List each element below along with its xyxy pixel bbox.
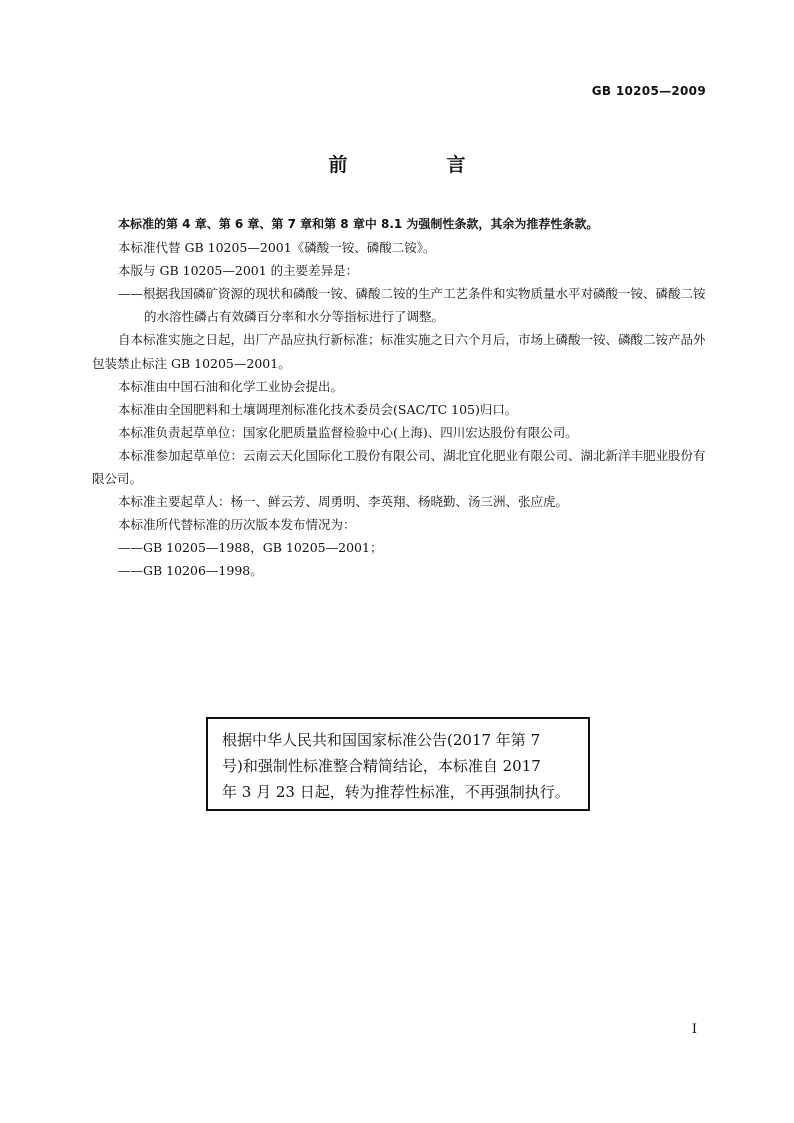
- page-title: 前 言: [328, 154, 506, 176]
- history-intro-paragraph: 本标准所代替标准的历次版本发布情况为：: [118, 517, 356, 533]
- foreword-body: [92, 213, 708, 583]
- list-dash: ——: [118, 286, 143, 302]
- differences-list-item: [92, 282, 708, 328]
- replaces-paragraph: 本标准代替 GB 10205—2001《磷酸一铵、磷酸二铵》。: [118, 240, 436, 256]
- history-list-item: [92, 559, 708, 582]
- standard-code: GB 10205—2009: [591, 84, 706, 98]
- notice-line: 年 3 月 23 日起，转为推荐性标准，不再强制执行。: [222, 783, 570, 801]
- proposer-paragraph: 本标准由中国石油和化学工业协会提出。: [118, 378, 344, 394]
- differences-list-text: 根据我国磷矿资源的现状和磷酸一铵、磷酸二铵的生产工艺条件和实物质量水平对磷酸一铵、磷酸二铵的水溶性磷占有效磷百分率和水分等指标进行了调整。: [143, 286, 706, 325]
- notice-line: 号)和强制性标准整合精简结论，本标准自 2017: [222, 757, 541, 775]
- history-list-text: GB 10206—1998。: [143, 563, 263, 579]
- list-dash: ——: [118, 540, 143, 556]
- participating-drafters-paragraph: 本标准参加起草单位：云南云天化国际化工股份有限公司、湖北宜化肥业有限公司、湖北新洋丰肥业股份有限公司。: [92, 447, 706, 487]
- notice-line: 根据中华人民共和国国家标准公告(2017 年第 7: [222, 731, 541, 749]
- notice-box: [206, 717, 590, 811]
- history-list-text: GB 10205—1988，GB 10205—2001；: [143, 540, 383, 556]
- implementation-paragraph: 自本标准实施之日起，出厂产品应执行新标准；标准实施之日六个月后，市场上磷酸一铵、磷酸二铵产品外包装禁止标注 GB 10205—2001。: [92, 332, 706, 371]
- mandatory-clauses-paragraph: 本标准的第 4 章、第 6 章、第 7 章和第 8 章中 8.1 为强制性条款，其余为推荐性条款。: [118, 217, 599, 231]
- main-drafters-paragraph: 本标准主要起草人：杨一、鲜云芳、周勇明、李英翔、杨晓勤、汤三洲、张应虎。: [118, 494, 569, 510]
- committee-paragraph: 本标准由全国肥料和土壤调理剂标准化技术委员会(SAC/TC 105)归口。: [118, 401, 518, 417]
- differences-intro-paragraph: 本版与 GB 10205—2001 的主要差异是：: [118, 263, 359, 279]
- page-number: I: [691, 1022, 697, 1037]
- list-dash: ——: [118, 563, 143, 579]
- history-list-item: [92, 536, 708, 559]
- lead-drafter-paragraph: 本标准负责起草单位：国家化肥质量监督检验中心(上海)、四川宏达股份有限公司。: [118, 424, 578, 440]
